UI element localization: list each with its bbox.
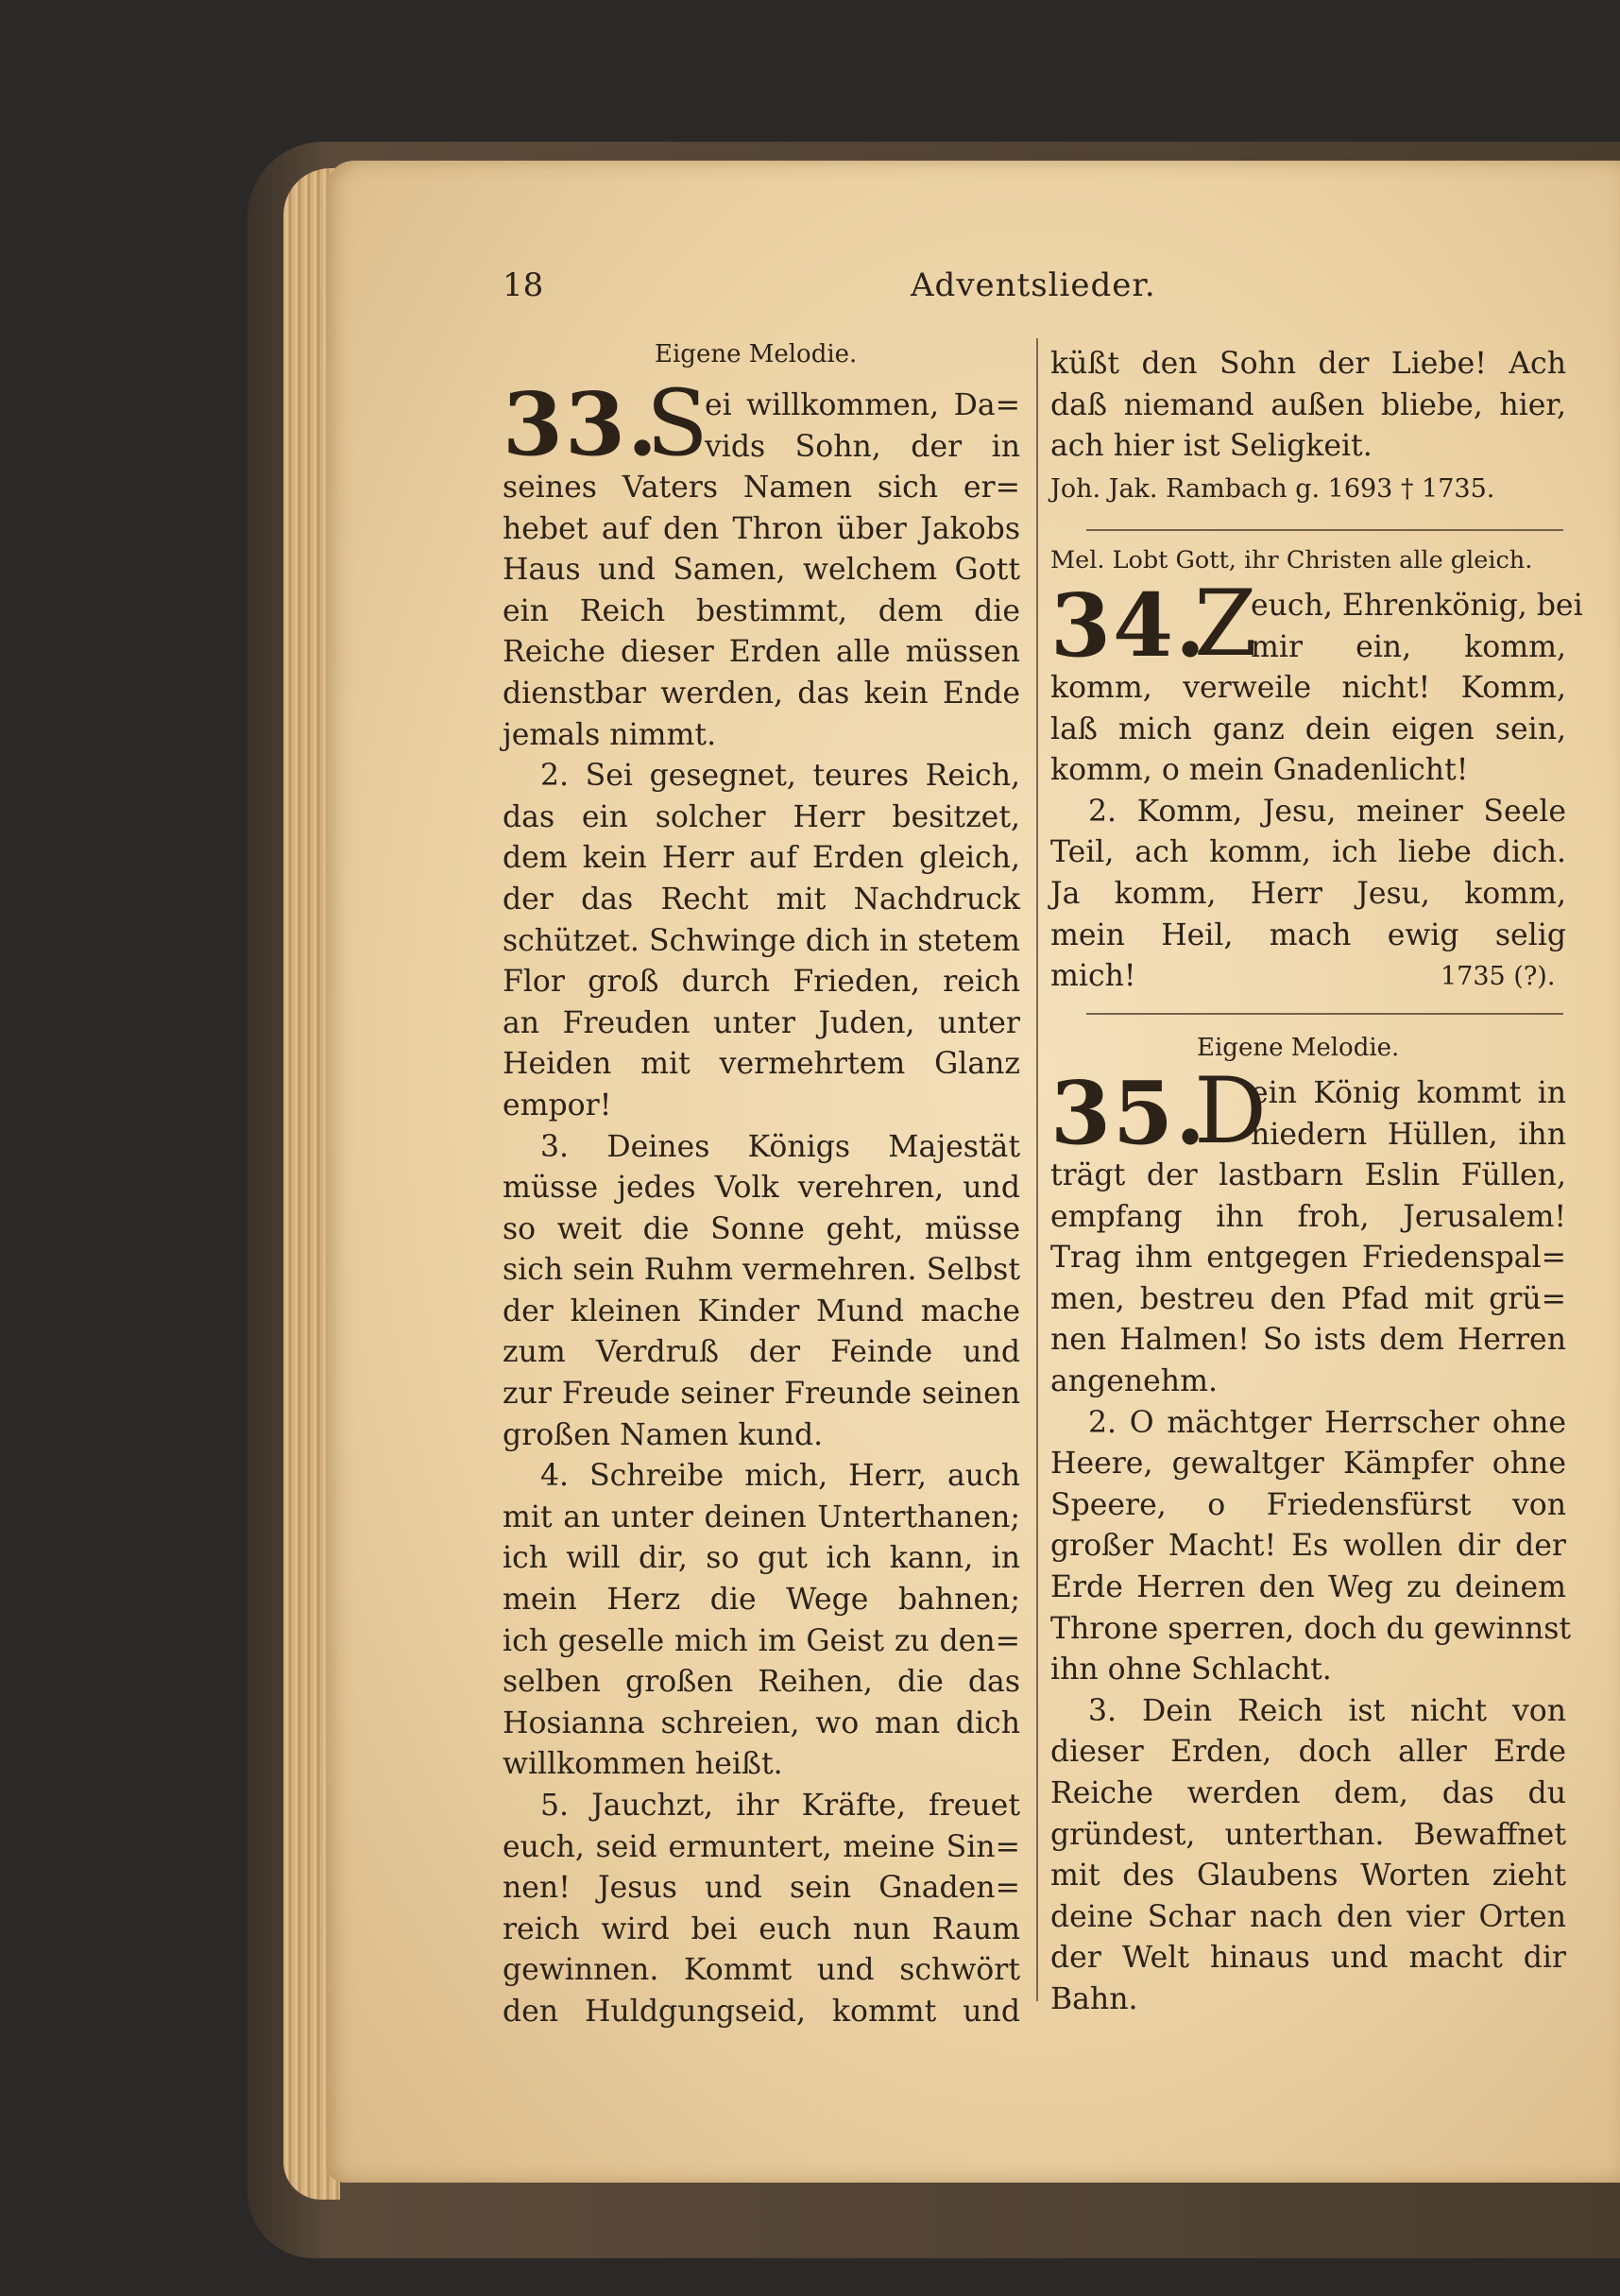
running-head: Adventslieder.	[911, 266, 1156, 304]
text-line: an Freuden unter Juden, unter	[503, 1005, 1020, 1040]
text-line: 2. O mächtger Herrscher ohne	[1088, 1405, 1566, 1440]
text-line: 5. Jauchzt, ihr Kräfte, freuet	[540, 1789, 1020, 1823]
text-line: Bahn.	[1050, 1981, 1138, 2016]
text-line: zum Verdruß der Feinde und	[503, 1335, 1020, 1370]
text-line: Ja komm, Herr Jesu, komm,	[1050, 876, 1566, 911]
text-line: willkommen heißt.	[503, 1747, 783, 1782]
text-line: 4. Schreibe mich, Herr, auch	[540, 1459, 1020, 1494]
text-line: zur Freude seiner Freunde seinen	[503, 1377, 1020, 1412]
text-line: vids Sohn, der in	[705, 429, 1020, 464]
text-line: gewinnen. Kommt und schwört	[503, 1953, 1020, 1988]
text-line: der kleinen Kinder Mund mache	[503, 1294, 1020, 1328]
text-line: Hosianna schreien, wo man dich	[503, 1705, 1020, 1740]
hymn34-number: 34.	[1050, 574, 1208, 677]
text-line: reich wird bei euch nun Raum	[503, 1911, 1020, 1946]
hymn35-number: 35.	[1050, 1062, 1208, 1164]
text-line: 2. Komm, Jesu, meiner Seele	[1088, 794, 1566, 829]
text-line: dem kein Herr auf Erden gleich,	[503, 841, 1020, 876]
text-line: ach hier ist Seligkeit.	[1050, 429, 1373, 464]
hymn33-continuation	[1050, 344, 1566, 468]
text-line: euch, Ehrenkönig, bei	[1251, 589, 1583, 623]
text-line: Speere, o Friedensfürst von	[1050, 1487, 1566, 1522]
text-line: deine Schar nach den vier Orten	[1050, 1899, 1566, 1934]
text-line: ich will dir, so gut ich kann, in	[503, 1541, 1020, 1576]
text-line: Trag ihm entgegen Friedenspal=	[1050, 1241, 1566, 1276]
text-line: angenehm.	[1050, 1363, 1218, 1398]
hymn33-text	[503, 468, 1020, 2033]
text-line: laß mich ganz dein eigen sein,	[1050, 711, 1566, 746]
text-line: niedern Hüllen, ihn	[1251, 1117, 1566, 1152]
text-line: mein Herz die Wege bahnen;	[503, 1583, 1020, 1618]
text-line: Throne sperren, doch du gewinnst	[1050, 1611, 1572, 1646]
text-line: ein Reich bestimmt, dem die	[503, 593, 1020, 628]
text-line: schützet. Schwinge dich in stetem	[503, 923, 1020, 958]
text-line: men, bestreu den Pfad mit grü=	[1050, 1281, 1566, 1316]
hymn33-number: 33.	[503, 373, 660, 475]
text-line: der Welt hinaus und macht dir	[1050, 1941, 1566, 1976]
hymn35-initial: D	[1194, 1058, 1267, 1164]
text-line: küßt den Sohn der Liebe! Ach	[1050, 347, 1566, 381]
text-line: Teil, ach komm, ich liebe dich.	[1050, 835, 1566, 870]
text-line: trägt der lastbarn Eslin Füllen,	[1050, 1158, 1566, 1192]
text-line: nen! Jesus und sein Gnaden=	[503, 1871, 1020, 1906]
text-line: 2. Sei gesegnet, teures Reich,	[540, 759, 1020, 794]
hymn33-author: Joh. Jak. Rambach g. 1693 † 1735.	[1050, 474, 1495, 504]
text-line: mir ein, komm,	[1251, 629, 1566, 664]
text-line: empor!	[503, 1088, 612, 1122]
text-line: ein König kommt in	[1251, 1076, 1566, 1110]
text-line: daß niemand außen bliebe, hier,	[1050, 387, 1566, 422]
page-header	[503, 266, 1475, 314]
text-line: nen Halmen! So ists dem Herren	[1050, 1323, 1566, 1358]
text-line: dienstbar werden, das kein Ende	[503, 676, 1020, 711]
text-line: ei willkommen, Da=	[705, 388, 1020, 422]
text-line: komm, o mein Gnadenlicht!	[1050, 753, 1469, 788]
hymn35-melody: Eigene Melodie.	[1197, 1034, 1400, 1062]
text-line: sich sein Ruhm vermehren. Selbst	[503, 1253, 1020, 1288]
column-divider	[1036, 338, 1038, 2001]
text-line: 3. Deines Königs Majestät	[540, 1129, 1020, 1164]
divider-rule	[1086, 529, 1563, 531]
hymn34-melody: Mel. Lobt Gott, ihr Christen alle gleich.	[1050, 546, 1533, 574]
hymn33-initial-lines	[705, 386, 1020, 468]
text-line: Heiden mit vermehrtem Glanz	[503, 1047, 1020, 1082]
hymn34-year: 1735 (?).	[1441, 962, 1556, 991]
text-line: hebet auf den Thron über Jakobs	[503, 511, 1020, 546]
text-line: Haus und Samen, welchem Gott	[503, 553, 1020, 588]
text-line: mein Heil, mach ewig selig	[1050, 917, 1566, 952]
text-line: großer Macht! Es wollen dir der	[1050, 1529, 1566, 1564]
text-line: gründest, unterthan. Bewaffnet	[1050, 1817, 1566, 1852]
hymn35-initial-lines	[1251, 1073, 1566, 1156]
hymn35-text	[1050, 1156, 1572, 2020]
text-line: mit an unter deinen Unterthanen;	[503, 1499, 1020, 1534]
text-line: seines Vaters Namen sich er=	[503, 471, 1020, 505]
divider-rule	[1086, 1013, 1563, 1015]
text-line: so weit die Sonne geht, müsse	[503, 1211, 1020, 1246]
text-line: der das Recht mit Nachdruck	[503, 882, 1020, 917]
text-line: das ein solcher Herr besitzet,	[503, 799, 1020, 834]
hymn34-initial-lines	[1251, 586, 1583, 668]
text-line: Reiche werden dem, das du	[1050, 1775, 1566, 1810]
hymn33-initial: S	[646, 370, 708, 476]
text-line: euch, seid ermuntert, meine Sin=	[503, 1829, 1020, 1864]
text-line: müsse jedes Volk verehren, und	[503, 1171, 1020, 1206]
text-line: Flor groß durch Frieden, reich	[503, 965, 1020, 1000]
hymn34-initial: Z	[1194, 571, 1257, 677]
text-line: 3. Dein Reich ist nicht von	[1088, 1693, 1566, 1728]
hymn34-text	[1050, 668, 1566, 998]
hymn33-melody: Eigene Melodie.	[655, 340, 858, 368]
text-line: selben großen Reihen, die das	[503, 1665, 1020, 1700]
text-line: mit des Glaubens Worten zieht	[1050, 1859, 1566, 1893]
text-line: empfang ihn froh, Jerusalem!	[1050, 1199, 1566, 1234]
text-line: ich geselle mich im Geist zu den=	[503, 1623, 1020, 1658]
text-line: großen Namen kund.	[503, 1417, 824, 1452]
text-line: ihn ohne Schlacht.	[1050, 1653, 1332, 1688]
page-number: 18	[503, 266, 544, 304]
text-line: mich!	[1050, 959, 1136, 994]
text-line: Reiche dieser Erden alle müssen	[503, 635, 1020, 670]
text-line: jemals nimmt.	[503, 717, 717, 752]
text-line: Heere, gewaltger Kämpfer ohne	[1050, 1447, 1566, 1482]
text-line: den Huldgungseid, kommt und	[503, 1994, 1020, 2029]
text-line: Erde Herren den Weg zu deinem	[1050, 1569, 1566, 1604]
text-line: komm, verweile nicht! Komm,	[1050, 671, 1566, 705]
text-line: dieser Erden, doch aller Erde	[1050, 1735, 1566, 1770]
